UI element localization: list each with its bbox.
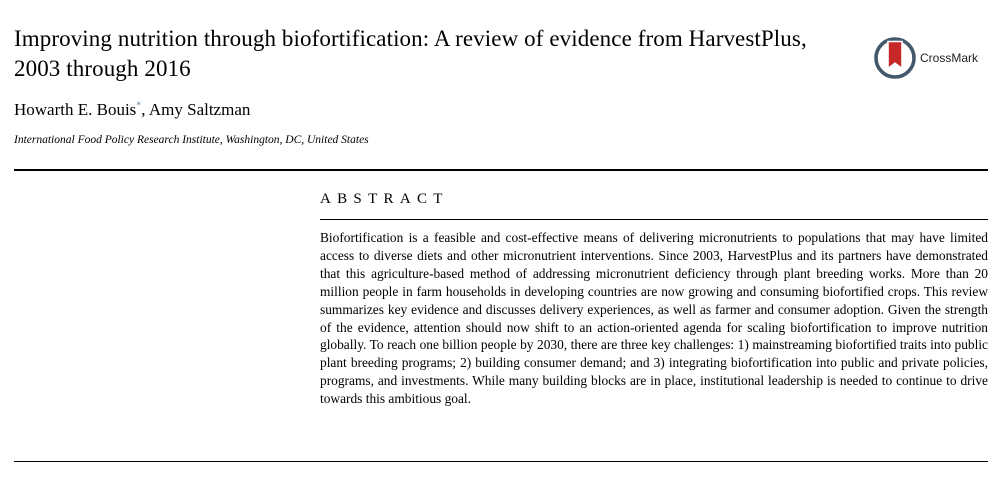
authors-line: [14, 100, 988, 120]
crossmark-label: CrossMark: [919, 51, 978, 65]
abstract-heading: ABSTRACT: [320, 191, 449, 207]
abstract-section: [320, 171, 988, 408]
author-name-1: Howarth E. Bouis: [14, 100, 137, 119]
paper-title: Improving nutrition through biofortification: A review of evidence from HarvestPlus, 2003 through 2016: [14, 26, 807, 81]
affiliation-line: International Food Policy Research Institute, Washington, DC, United States: [14, 134, 369, 146]
author-name-2: , Amy Saltzman: [141, 100, 251, 119]
corresponding-author-marker[interactable]: *: [136, 100, 142, 112]
crossmark-badge[interactable]: [873, 36, 978, 80]
abstract-heading-rule: [320, 219, 988, 220]
crossmark-icon: [873, 36, 917, 80]
footer-divider-rule: [14, 461, 988, 462]
abstract-text: Biofortification is a feasible and cost-effective means of delivering micronutrients to populations that may have limited access to diverse diets and other micronutrient interventions. Since 2003, HarvestPlus and its partners have demonstrated that this agriculture-based method of addressing micronutrient deficiency through plant breeding works. More than 20 million people in farm households in developing countries are now growing and consuming biofortified crops. This review summarizes key evidence and discusses delivery experiences, as well as farmer and consumer adoption. Given the strength of the evidence, attention should now shift to an action-oriented agenda for scaling biofortification to improve nutrition globally. To reach one billion people by 2030, there are three key challenges: 1) mainstreaming biofortified traits into public plant breeding programs; 2) building consumer demand; and 3) integrating biofortification into public and private policies, programs, and investments. While many building blocks are in place, institutional leadership is needed to continue to drive towards this ambitious goal.: [320, 230, 988, 407]
